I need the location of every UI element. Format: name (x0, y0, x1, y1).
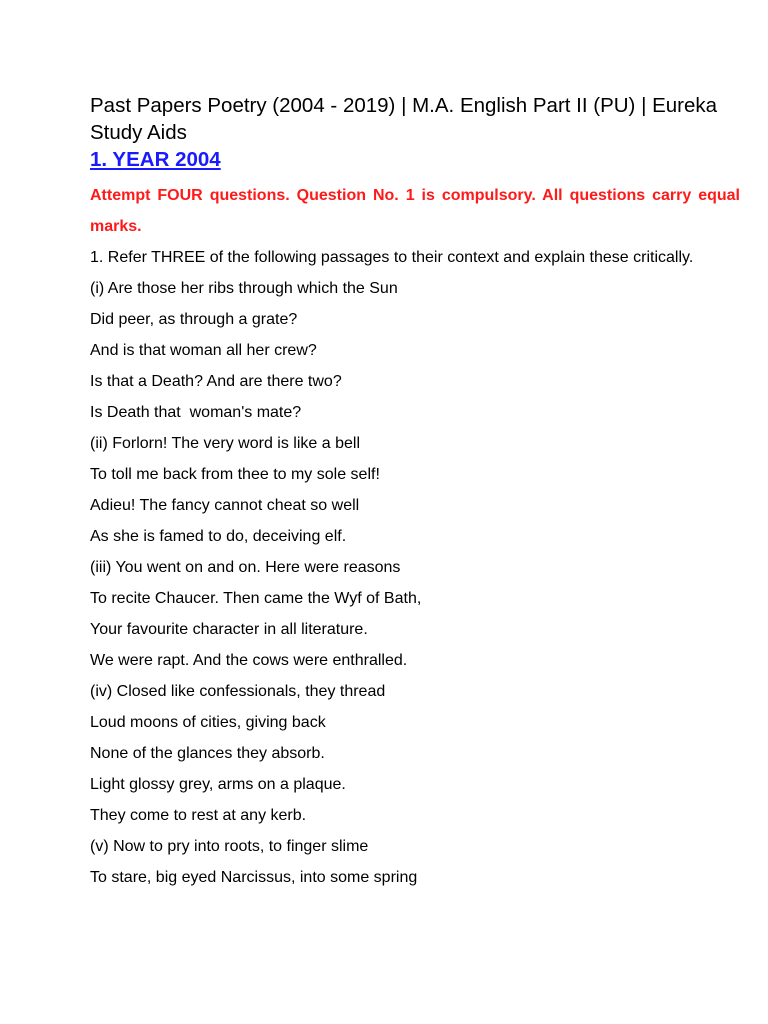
passage-line: Light glossy grey, arms on a plaque. (90, 776, 346, 793)
passage-line: (v) Now to pry into roots, to finger slime (90, 838, 369, 855)
passage-line: They come to rest at any kerb. (90, 807, 307, 824)
passage-line: None of the glances they absorb. (90, 745, 325, 762)
passage-line: Adieu! The fancy cannot cheat so well (90, 497, 360, 514)
passage-line: Is that a Death? And are there two? (90, 373, 342, 390)
passage-line: We were rapt. And the cows were enthralled. (90, 652, 408, 669)
passage-line: To toll me back from thee to my sole self! (90, 466, 380, 483)
passage-line: As she is famed to do, deceiving elf. (90, 528, 347, 545)
passage-line: And is that woman all her crew? (90, 342, 317, 359)
year-heading[interactable]: 1. YEAR 2004 (90, 148, 221, 171)
document-page (90, 92, 740, 893)
exam-instructions: Attempt FOUR questions. Question No. 1 is compulsory. All questions carry equal marks. (90, 187, 740, 235)
document-title: Past Papers Poetry (2004 - 2019) | M.A. English Part II (PU) | Eureka Study Aids (90, 94, 718, 144)
question-intro: 1. Refer THREE of the following passages to their context and explain these critically. (90, 249, 694, 266)
passage-line: (ii) Forlorn! The very word is like a bell (90, 435, 361, 452)
passage-line: To recite Chaucer. Then came the Wyf of Bath, (90, 590, 422, 607)
passage-line: Is Death that woman's mate? (90, 404, 302, 421)
passage-line: (iv) Closed like confessionals, they thread (90, 683, 386, 700)
passage-line: Loud moons of cities, giving back (90, 714, 326, 731)
passage-lines (90, 273, 740, 893)
passage-line: Did peer, as through a grate? (90, 311, 298, 328)
passage-line: Your favourite character in all literature. (90, 621, 368, 638)
passage-line: (iii) You went on and on. Here were reasons (90, 559, 401, 576)
passage-line: To stare, big eyed Narcissus, into some spring (90, 869, 418, 886)
passage-line: (i) Are those her ribs through which the Sun (90, 280, 398, 297)
